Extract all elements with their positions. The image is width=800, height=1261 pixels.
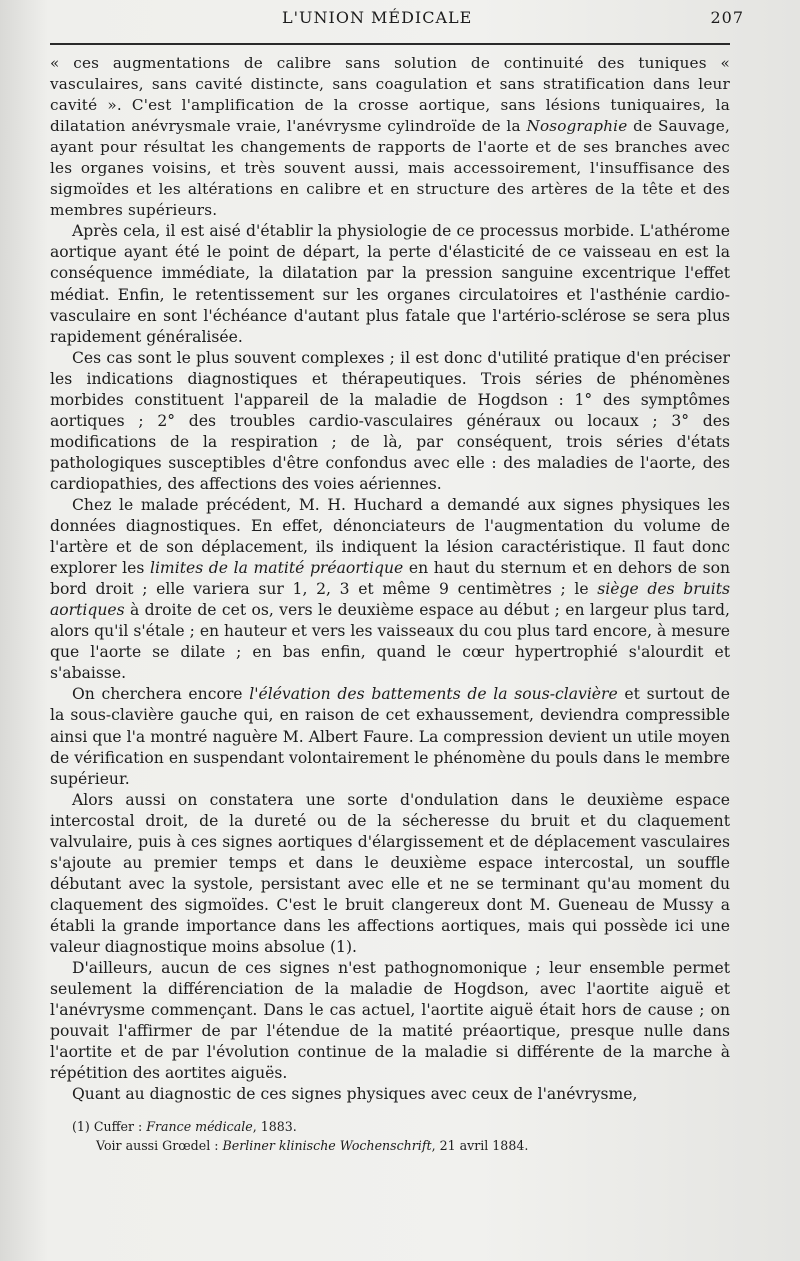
- text-run: , 1883.: [252, 1119, 297, 1135]
- italic-text: Nosographie: [526, 117, 628, 136]
- header-rule: [50, 43, 730, 45]
- italic-text: l'élévation des battements de la sous-clavière: [249, 685, 618, 704]
- text-run: « ces augmentations de calibre sans solution de continuité des tuniques « vasculaires, sans cavité distincte, sans coagulation et sans stratification dans leur cavité ». C'est l'amplification de la crosse aortique, sans lésions tuniquaires, la dilatation anévrysmale vraie, l'anévrysme cylindroïde de la: [50, 54, 730, 136]
- article-body: [50, 53, 730, 1105]
- text-run: Voir aussi Grœdel :: [96, 1138, 223, 1154]
- running-header: [50, 8, 744, 34]
- text-run: D'ailleurs, aucun de ces signes n'est pathognomonique ; leur ensemble permet seulement la différenciation de la maladie de Hogdson, avec l'aortite aiguë et l'anévrysme commençant. Dans le cas actuel, l'aortite aiguë était hors de cause ; on pouvait l'affirmer de par l'étendue de la matité préaortique, presque nulle dans l'aortite et de par l'évolution continue de la maladie si différente de la marche à répétition des aortites aiguës.: [50, 959, 730, 1083]
- page-number: 207: [710, 8, 744, 27]
- footnotes: [50, 1117, 730, 1155]
- paragraph: [50, 53, 730, 221]
- text-run: Chez le malade précédent, M. H. Huchard a demandé aux signes physiques les données diagnostiques. En effet, dénonciateurs de l'augmentation du volume de l'artère et de son déplacement, ils indiquent la lésion caractéristique. Il faut donc explorer les: [50, 495, 730, 578]
- italic-text: France médicale: [146, 1119, 253, 1135]
- text-run: (1) Cuffer :: [72, 1119, 147, 1135]
- italic-text: siège des bruits aortiques: [50, 580, 730, 620]
- text-run: Après cela, il est aisé d'établir la physiologie de ce processus morbide. L'athérome aortique ayant été le point de départ, la perte d'élasticité de ce vaisseau en est la conséquence immédiate, la dilatation par la pression sanguine excentrique l'effet médiat. Enfin, le retentissement sur les organes circulatoires et l'asthénie cardio-vasculaire en sont l'échéance d'autant plus fatale que l'artério-sclérose se sera plus rapidement généralisée.: [50, 222, 730, 346]
- footnote: [72, 1117, 730, 1136]
- paragraph: [50, 495, 730, 684]
- text-run: de Sauvage, ayant pour résultat les changements de rapports de l'aorte et de ses branches avec les organes voisins, et très souvent aussi, mais accessoirement, l'insuffisance des sigmoïdes et les altérations en calibre et en structure des artères de la tête et des membres supérieurs.: [50, 117, 731, 220]
- footnote: [72, 1136, 730, 1155]
- paragraph: [50, 221, 730, 347]
- text-run: Quant au diagnostic de ces signes physiques avec ceux de l'anévrysme,: [72, 1085, 638, 1104]
- text-run: Ces cas sont le plus souvent complexes ; il est donc d'utilité pratique d'en préciser les indications diagnostiques et thérapeutiques. Trois séries de phénomènes morbides constituent l'appareil de la maladie de Hogdson : 1° des symptômes aortiques ; 2° des troubles cardio-vasculaires généraux ou locaux ; 3° des modifications de la respiration ; de là, par conséquent, trois séries d'états pathologiques susceptibles d'être confondus avec elle : des maladies de l'aorte, des cardiopathies, des affections des voies aériennes.: [50, 348, 730, 493]
- text-run: et surtout de la sous-clavière gauche qui, en raison de cet exhaussement, deviendra compressible ainsi que l'a montré naguère M. Albert Faure. La compression devient un utile moyen de vérification en suspendant volontairement le phénomène du pouls dans le membre supérieur.: [50, 685, 730, 788]
- italic-text: limites de la matité préaortique: [149, 559, 404, 578]
- paragraph: [50, 958, 730, 1084]
- paragraph: [50, 684, 730, 789]
- text-run: Alors aussi on constatera une sorte d'ondulation dans le deuxième espace intercostal droit, de la dureté ou de la sécheresse du bruit et du claquement valvulaire, puis à ces signes aortiques d'élargissement et de déplacement vasculaires s'ajoute au premier temps et dans le deuxième espace intercostal, un souffle débutant avec la systole, persistant avec elle et ne se terminant qu'au moment du claquement des sigmoïdes. C'est le bruit clangereux dont M. Gueneau de Mussy a établi la grande importance dans les affections aortiques, mais qui possède ici une valeur diagnostique moins absolue (1).: [50, 790, 730, 956]
- paragraph: [50, 1084, 730, 1105]
- journal-title: L'UNION MÉDICALE: [282, 8, 473, 27]
- text-run: en haut du sternum et en dehors de son bord droit ; elle variera sur 1, 2, 3 et même 9 centimètres ; le: [50, 559, 730, 599]
- paragraph: [50, 348, 730, 495]
- text-run: , 21 avril 1884.: [431, 1138, 529, 1154]
- paragraph: [50, 790, 730, 958]
- italic-text: Berliner klinische Wochenschrift: [222, 1138, 432, 1154]
- text-run: à droite de cet os, vers le deuxième espace au début ; en largeur plus tard, alors qu'il s'étale ; en hauteur et vers les vaisseaux du cou plus tard encore, à mesure que l'aorte se dilate ; en bas enfin, quand le cœur hypertrophié s'alourdit et s'abaisse.: [50, 601, 730, 683]
- text-run: On cherchera encore: [72, 685, 250, 704]
